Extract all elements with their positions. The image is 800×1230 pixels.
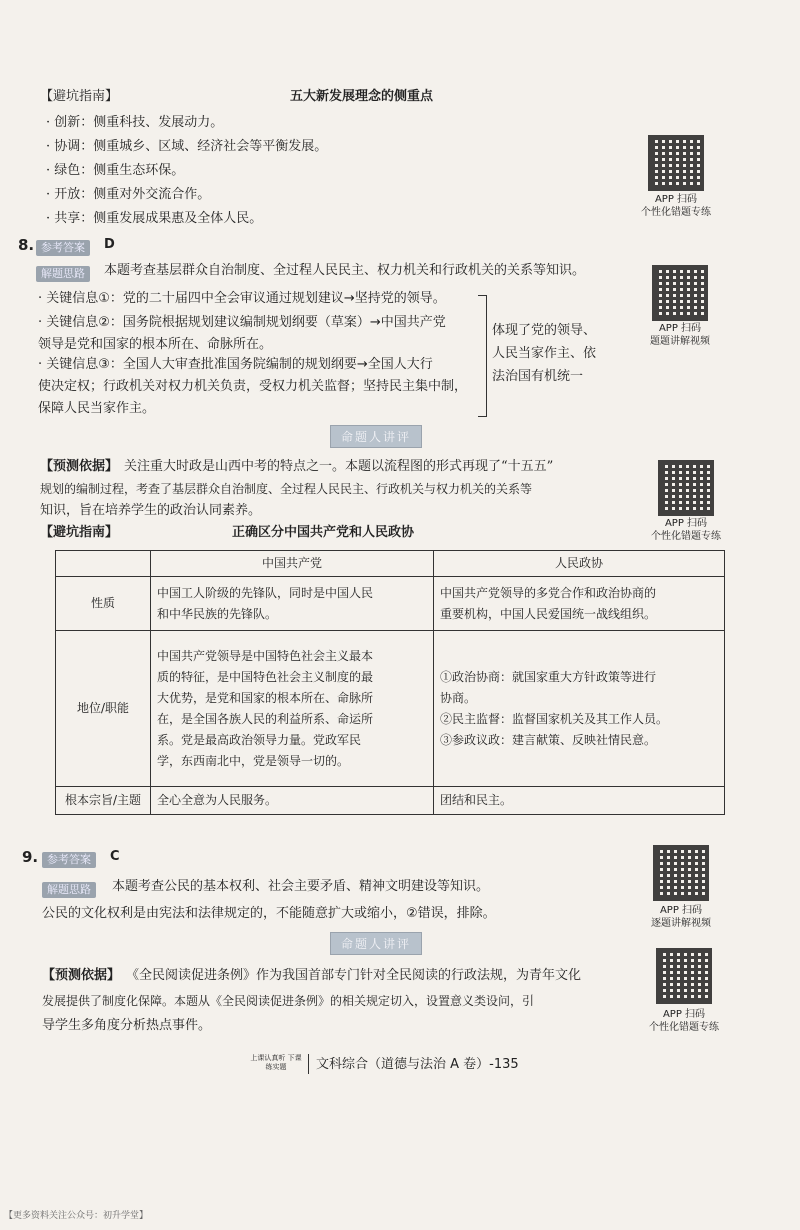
cell-line: ②民主监督：监督国家机关及其工作人员。 bbox=[440, 711, 669, 726]
key-info: · 关键信息②：国务院根据规划建议编制规划纲要（草案）→中国共产党 bbox=[38, 315, 446, 330]
answer-value: D bbox=[104, 237, 115, 252]
basis-text: 规划的编制过程，考查了基层群众自治制度、全过程人民民主、行政机关与权力机关的关系等 bbox=[40, 482, 533, 496]
answer-tag bbox=[36, 236, 90, 256]
section-banner: 命题人讲评 bbox=[330, 932, 422, 955]
key-info: · 关键信息①：党的二十届四中全会审议通过规划建议→坚持党的领导。 bbox=[38, 291, 446, 306]
analysis-tag-label: 解题思路 bbox=[36, 266, 90, 282]
table-header-row bbox=[56, 551, 725, 577]
qr-caption: APP 扫码 bbox=[662, 1009, 706, 1020]
table-cell bbox=[434, 577, 725, 631]
qr-code-icon[interactable] bbox=[653, 845, 709, 901]
cell-line: 大优势，是党和国家的根本所在、命脉所 bbox=[157, 690, 374, 705]
answer-tag bbox=[42, 848, 96, 868]
qr-code-icon[interactable] bbox=[656, 948, 712, 1004]
analysis-text: 本题考查基层群众自治制度、全过程人民民主、权力机关和行政机关的关系等知识。 bbox=[104, 263, 586, 278]
qr-caption: APP 扫码 bbox=[654, 194, 698, 205]
summary-text: 体现了党的领导、 bbox=[492, 323, 597, 338]
cell-line: 在，是全国各族人民的利益所系、命运所 bbox=[157, 711, 374, 726]
qr-caption: APP 扫码 bbox=[658, 323, 702, 334]
tip-item: · 绿色：侧重生态环保。 bbox=[46, 163, 185, 178]
summary-text: 人民当家作主、依 bbox=[492, 346, 597, 361]
qr-code-icon[interactable] bbox=[648, 135, 704, 191]
answer-value: C bbox=[110, 849, 120, 864]
basis-text: 关注重大时政是山西中考的特点之一。本题以流程图的形式再现了“十五五” bbox=[124, 459, 554, 474]
cell-line: 学，东西南北中，党是领导一切的。 bbox=[157, 753, 350, 768]
cell-line: 系。党是最高政治领导力量。党政军民 bbox=[157, 732, 362, 747]
table-cell: 全心全意为人民服务。 bbox=[151, 787, 434, 815]
table-cell: 团结和民主。 bbox=[434, 787, 725, 815]
basis-text: 知识，旨在培养学生的政治认同素养。 bbox=[40, 503, 262, 518]
cell-line: 中国工人阶级的先锋队，同时是中国人民 bbox=[157, 585, 374, 600]
table-row bbox=[56, 631, 725, 787]
footer-text: 文科综合（道德与法治 A 卷）-135 bbox=[316, 1057, 519, 1072]
cell-line: ①政治协商：就国家重大方针政策等进行 bbox=[440, 669, 657, 684]
qr-caption: 个性化错题专练 bbox=[651, 531, 721, 542]
basis-text: 发展提供了制度化保障。本题从《全民阅读促进条例》的相关规定切入，设置意义类设问，引 bbox=[42, 994, 535, 1008]
key-info: 使决定权；行政机关对权力机关负责，受权力机关监督；坚持民主集中制， bbox=[38, 379, 468, 394]
tip-title: 五大新发展理念的侧重点 bbox=[290, 89, 434, 104]
comparison-table bbox=[55, 550, 725, 815]
basis-text: 导学生多角度分析热点事件。 bbox=[42, 1018, 212, 1033]
tip-item: · 协调：侧重城乡、区域、经济社会等平衡发展。 bbox=[46, 139, 328, 154]
qr-caption: 逐题讲解视频 bbox=[651, 918, 711, 929]
qr-caption: 题题讲解视频 bbox=[650, 336, 710, 347]
column-header: 人民政协 bbox=[434, 551, 725, 577]
question-number: 9. bbox=[22, 848, 39, 866]
tip-item: · 开放：侧重对外交流合作。 bbox=[46, 187, 211, 202]
bottom-note: 【更多资料关注公众号：初升学堂】 bbox=[4, 1211, 149, 1221]
basis-text: 《全民阅读促进条例》作为我国首部专门针对全民阅读的行政法规，为青年文化 bbox=[126, 968, 582, 983]
cell-line: 协商。 bbox=[440, 690, 477, 705]
cell-line: 质的特征，是中国特色社会主义制度的最 bbox=[157, 669, 374, 684]
cell-line: 中国共产党领导的多党合作和政治协商的 bbox=[440, 585, 657, 600]
table-corner bbox=[56, 551, 151, 577]
table-cell bbox=[434, 631, 725, 787]
basis-label: 【预测依据】 bbox=[40, 459, 119, 474]
column-header: 中国共产党 bbox=[151, 551, 434, 577]
tip-label: 【避坑指南】 bbox=[40, 89, 119, 104]
tip-label: 【避坑指南】 bbox=[40, 525, 119, 540]
table-cell bbox=[151, 631, 434, 787]
bracket-summary-line bbox=[486, 320, 487, 390]
cell-line: 中国共产党领导是中国特色社会主义最本 bbox=[157, 648, 374, 663]
key-info: 领导是党和国家的根本所在、命脉所在。 bbox=[38, 337, 273, 352]
key-info: 保障人民当家作主。 bbox=[38, 401, 156, 416]
table-cell bbox=[151, 577, 434, 631]
summary-text: 法治国有机统一 bbox=[492, 369, 584, 384]
footer-logo: 上课认真听 下课练实题 bbox=[250, 1054, 302, 1071]
question-number: 8. bbox=[18, 236, 35, 254]
cell-line: 重要机构，中国人民爱国统一战线组织。 bbox=[440, 606, 657, 621]
table-row bbox=[56, 787, 725, 815]
cell-line: ③参政议政：建言献策、反映社情民意。 bbox=[440, 732, 657, 747]
qr-caption: 个性化错题专练 bbox=[649, 1022, 719, 1033]
row-header: 地位/职能 bbox=[56, 631, 151, 787]
tip-item: · 创新：侧重科技、发展动力。 bbox=[46, 115, 224, 130]
row-header: 根本宗旨/主题 bbox=[56, 787, 151, 815]
key-info: · 关键信息③：全国人大审查批准国务院编制的规划纲要→全国人大行 bbox=[38, 357, 433, 372]
table-row bbox=[56, 577, 725, 631]
tip-title: 正确区分中国共产党和人民政协 bbox=[232, 525, 415, 540]
tip-item: · 共享：侧重发展成果惠及全体人民。 bbox=[46, 211, 263, 226]
qr-caption: APP 扫码 bbox=[664, 518, 708, 529]
qr-code-icon[interactable] bbox=[658, 460, 714, 516]
qr-code-icon[interactable] bbox=[652, 265, 708, 321]
answer-tag-label: 参考答案 bbox=[42, 852, 96, 868]
analysis-tag-label: 解题思路 bbox=[42, 882, 96, 898]
analysis-text: 本题考查公民的基本权利、社会主要矛盾、精神文明建设等知识。 bbox=[112, 879, 490, 894]
answer-tag-label: 参考答案 bbox=[36, 240, 90, 256]
qr-caption: APP 扫码 bbox=[659, 905, 703, 916]
analysis-tag bbox=[42, 878, 96, 898]
basis-label: 【预测依据】 bbox=[42, 968, 121, 983]
section-banner: 命题人讲评 bbox=[330, 425, 422, 448]
analysis-tag bbox=[36, 262, 90, 282]
cell-line: 和中华民族的先锋队。 bbox=[157, 606, 278, 621]
row-header: 性质 bbox=[56, 577, 151, 631]
footer-divider bbox=[308, 1054, 309, 1074]
qr-caption: 个性化错题专练 bbox=[641, 207, 711, 218]
analysis-text: 公民的文化权利是由宪法和法律规定的，不能随意扩大或缩小，②错误，排除。 bbox=[42, 906, 496, 921]
